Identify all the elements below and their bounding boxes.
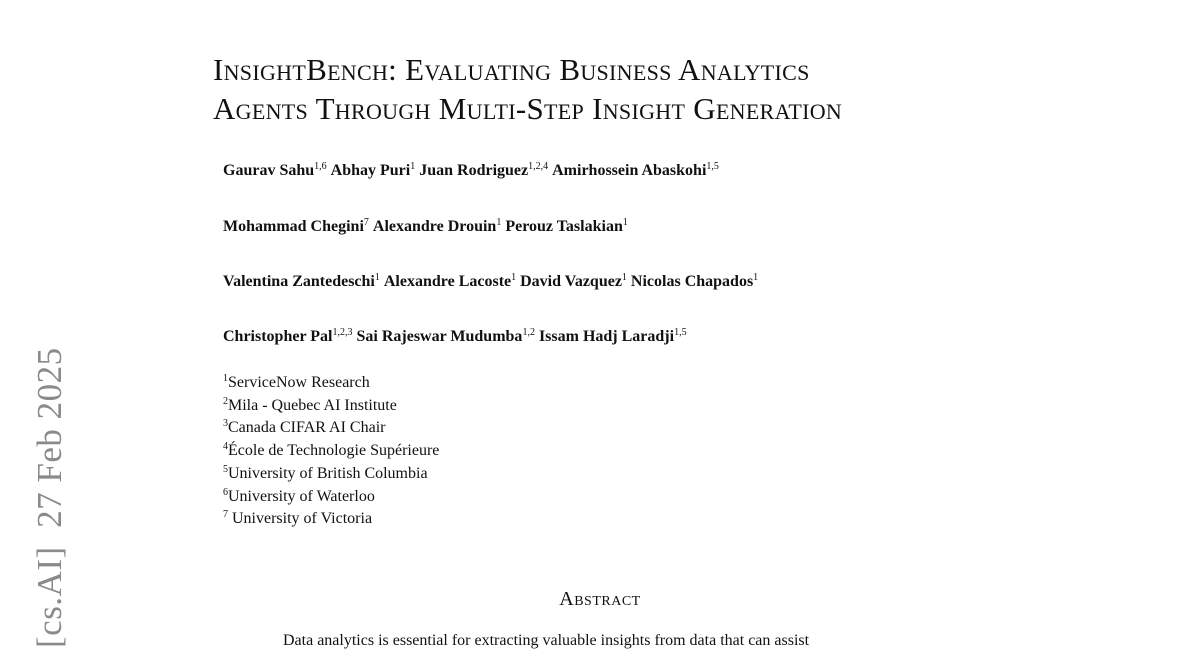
author-name	[552, 162, 719, 179]
author-name	[520, 273, 627, 290]
author-affiliation-marker: 1,2	[522, 327, 535, 338]
affiliation-item	[223, 486, 439, 509]
author-name	[356, 328, 534, 345]
arxiv-side-stamp: [cs.AI] 27 Feb 2025	[30, 347, 69, 648]
author-affiliation-marker: 1	[496, 217, 502, 228]
author-name	[384, 273, 516, 290]
author-name-text: Gaurav Sahu	[223, 162, 315, 179]
affiliation-name: ServiceNow Research	[228, 374, 370, 391]
affiliation-item	[223, 440, 439, 463]
author-name-text: Christopher Pal	[223, 328, 333, 345]
affiliation-item	[223, 372, 439, 395]
author-name-text: David Vazquez	[520, 273, 622, 290]
author-name-text: Juan Rodriguez	[419, 162, 529, 179]
author-name-text: Perouz Taslakian	[505, 218, 623, 235]
author-affiliation-marker: 1	[753, 272, 759, 283]
title-line-2: Agents Through Multi-Step Insight Generation	[213, 91, 843, 126]
author-affiliation-marker: 1,5	[674, 327, 687, 338]
affiliation-number: 5	[223, 463, 228, 475]
author-affiliation-marker: 1	[622, 217, 628, 228]
abstract-first-line: Data analytics is essential for extracting valuable insights from data that can assist	[283, 632, 810, 649]
author-name-text: Amirhossein Abaskohi	[552, 162, 707, 179]
author-name	[539, 328, 687, 345]
author-name	[419, 162, 548, 179]
author-name-text: Valentina Zantedeschi	[223, 273, 375, 290]
author-affiliation-marker: 7	[363, 217, 369, 228]
affiliation-number: 1	[223, 373, 228, 384]
affiliation-number: 4	[223, 441, 228, 453]
author-name-text: Alexandre Drouin	[372, 218, 497, 235]
author-name-text: Nicolas Chapados	[630, 273, 754, 290]
author-name	[631, 273, 758, 290]
author-name-text: Sai Rajeswar Mudumba	[356, 328, 523, 345]
affiliation-list	[223, 372, 439, 531]
author-name	[373, 218, 501, 235]
author-name	[223, 162, 327, 179]
affiliation-name: University of Victoria	[228, 510, 373, 528]
author-line	[223, 162, 723, 180]
affiliation-number: 3	[223, 418, 228, 430]
author-affiliation-marker: 1	[410, 161, 416, 172]
author-name-text: Mohammad Chegini	[223, 218, 364, 235]
author-affiliation-marker: 1,2,4	[528, 161, 549, 172]
author-affiliation-marker: 1,2,3	[332, 327, 353, 338]
paper-title	[213, 50, 1013, 128]
author-name	[331, 162, 416, 179]
author-name-text: Abhay Puri	[330, 162, 411, 179]
affiliation-name: Mila - Quebec AI Institute	[228, 396, 397, 414]
affiliation-name: University of Waterloo	[228, 487, 375, 505]
author-name-text: Alexandre Lacoste	[383, 273, 512, 290]
affiliation-item	[223, 395, 439, 418]
affiliation-item	[223, 463, 439, 486]
author-name	[223, 218, 369, 235]
affiliation-number: 6	[223, 486, 228, 498]
affiliation-name: École de Technologie Supérieure	[228, 442, 440, 460]
author-name	[505, 218, 628, 235]
affiliation-item	[223, 508, 439, 531]
author-name-text: Issam Hadj Laradji	[538, 328, 675, 345]
affiliation-name: University of British Columbia	[228, 464, 428, 482]
author-name	[223, 273, 380, 290]
author-line	[223, 218, 632, 236]
affiliation-item	[223, 417, 439, 440]
author-affiliation-marker: 1	[511, 272, 517, 283]
author-affiliation-marker: 1	[374, 272, 380, 283]
author-line	[223, 273, 762, 291]
title-line-1: InsightBench: Evaluating Business Analytics	[213, 52, 810, 87]
author-name	[223, 328, 352, 345]
affiliation-number: 2	[223, 395, 228, 407]
affiliation-number: 7	[223, 509, 228, 521]
affiliation-name: Canada CIFAR AI Chair	[228, 419, 386, 437]
author-line	[223, 328, 691, 346]
abstract-heading: Abstract	[559, 588, 641, 610]
author-affiliation-marker: 1	[621, 272, 627, 283]
author-affiliation-marker: 1,5	[706, 161, 719, 172]
author-affiliation-marker: 1,6	[314, 161, 327, 172]
